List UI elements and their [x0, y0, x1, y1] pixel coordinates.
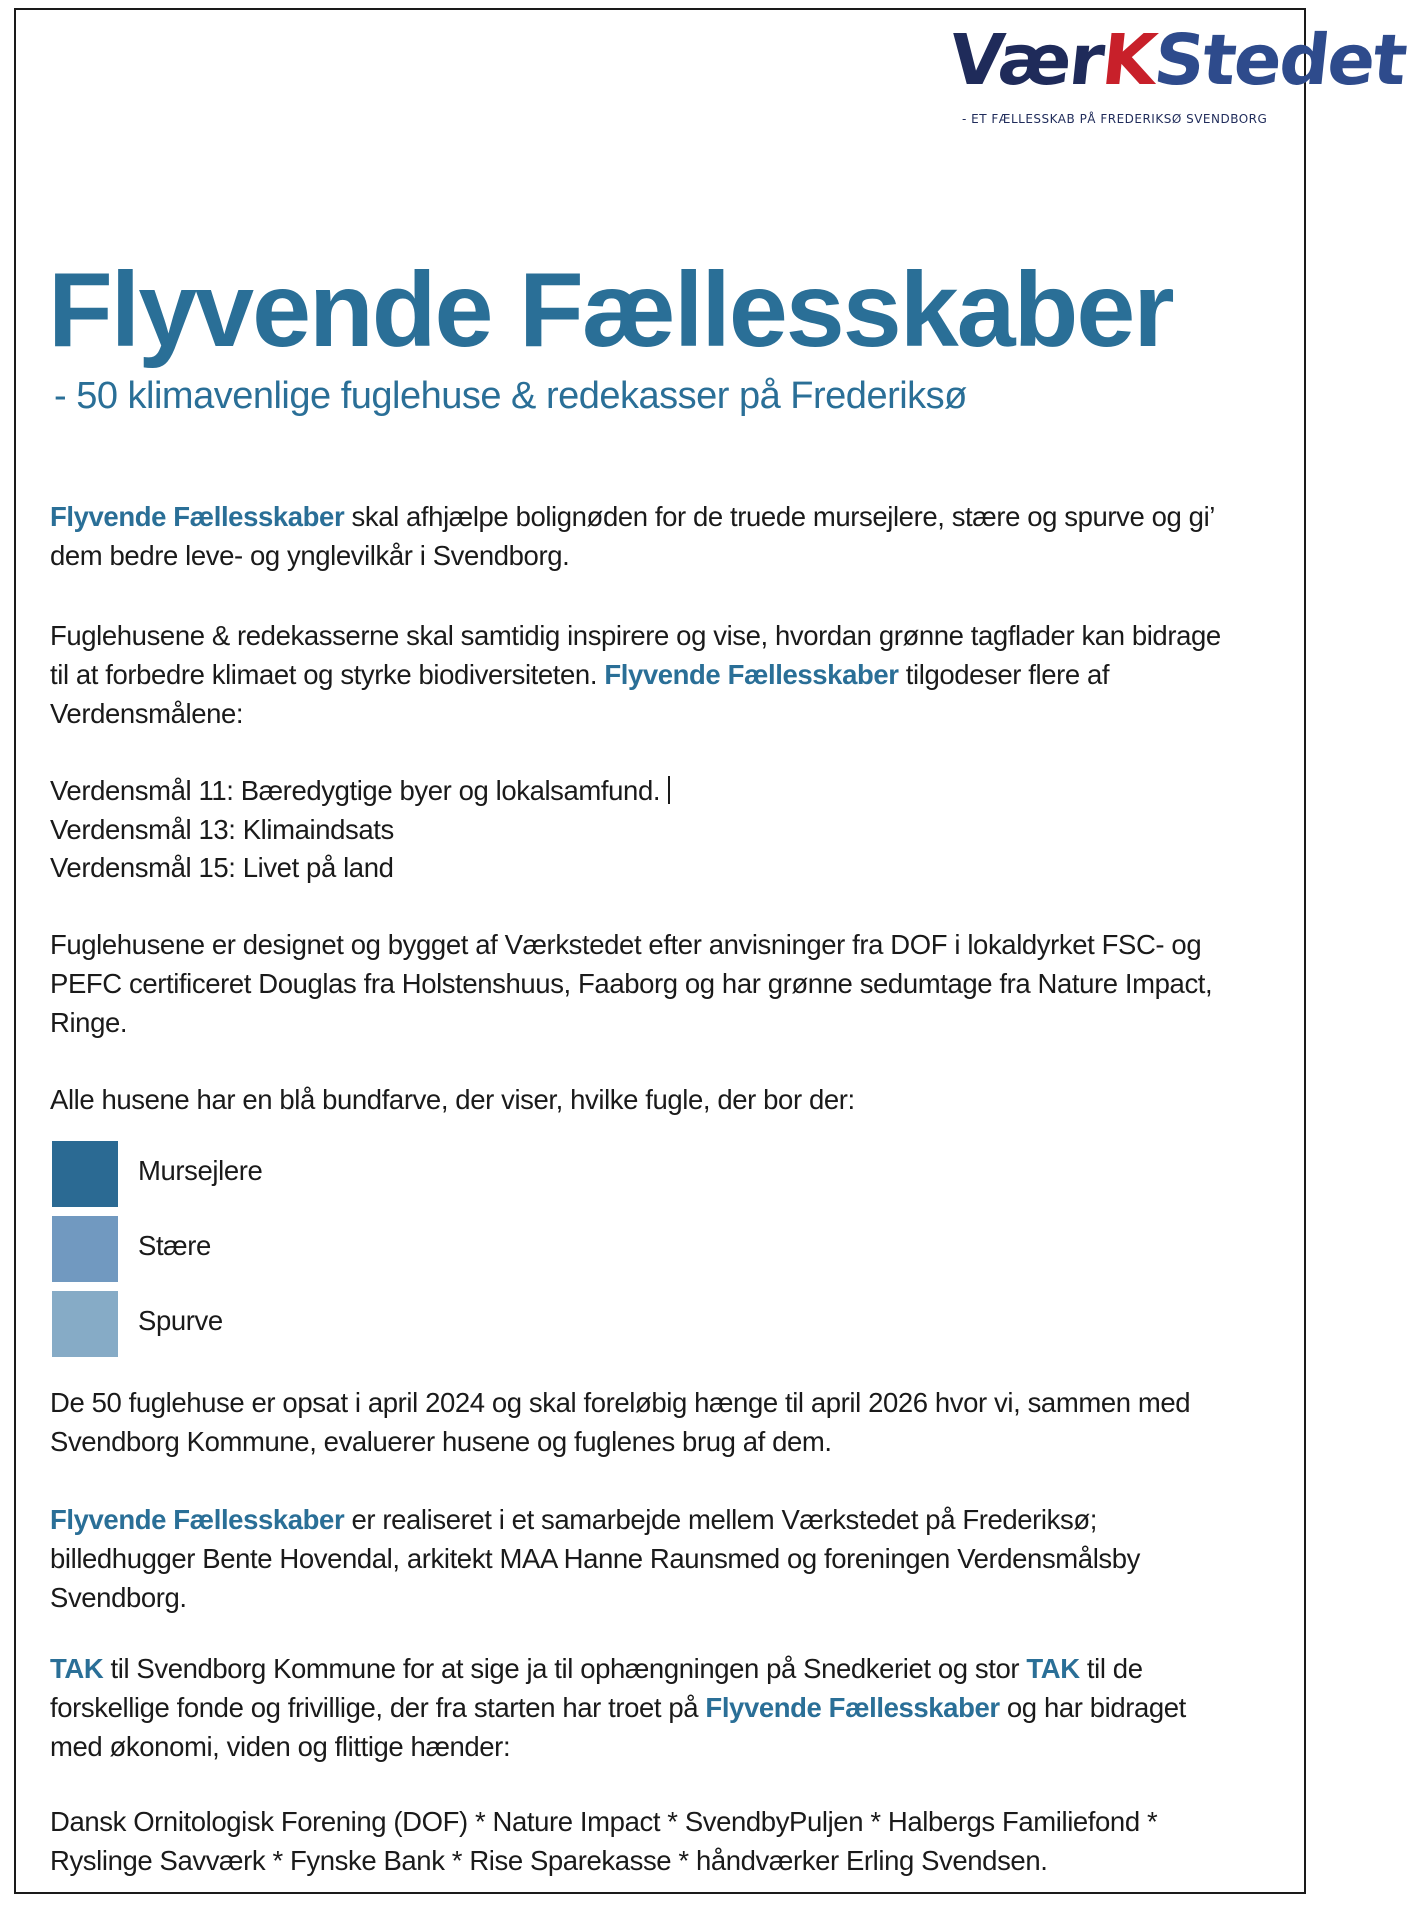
- logo-tagline: - ET FÆLLESSKAB PÅ FREDERIKSØ SVENDBORG: [962, 112, 1268, 126]
- sdg-item: Verdensmål 11: Bæredygtige byer og lokalsamfund.: [50, 772, 670, 811]
- project-name-highlight: Flyvende Fællesskaber: [705, 1692, 1000, 1723]
- sponsors-paragraph: Dansk Ornitologisk Forening (DOF) * Nature Impact * SvendbyPuljen * Halbergs Familiefond * Ryslinge Savværk * Fynske Bank * Rise Sparekasse * håndværker Erling Svendsen.: [50, 1806, 1158, 1876]
- legend-label: Stære: [138, 1230, 211, 1261]
- logo-wordmark: VærKStedet: [945, 19, 1410, 101]
- inspiration-paragraph: Fuglehusene & redekasserne skal samtidig inspirere og vise, hvordan grønne tagflader kan bidrage til at forbedre klimaet og styrke biodiversiteten. Flyvende Fællesskaber tilgodeser flere af Verdensmålene:: [50, 620, 1221, 729]
- page-subtitle: - 50 klimavenlige fuglehuse & redekasser på Frederiksø: [54, 375, 967, 417]
- design-paragraph: Fuglehusene er designet og bygget af Værkstedet efter anvisninger fra DOF i lokaldyrket FSC- og PEFC certificeret Douglas fra Holstenshuus, Faaborg og har grønne sedumtage fra Nature Impact, Ringe.: [50, 929, 1213, 1038]
- partners-paragraph: Flyvende Fællesskaber er realiseret i et samarbejde mellem Værkstedet på Frederiksø; billedhugger Bente Hovendal, arkitekt MAA Hanne Raunsmed og foreningen Verdensmålsby Svendborg.: [50, 1504, 1141, 1613]
- color-swatch: [52, 1141, 118, 1207]
- sdg-item: Verdensmål 13: Klimaindsats: [50, 813, 394, 845]
- color-intro-paragraph: Alle husene har en blå bundfarve, der viser, hvilke fugle, der bor der:: [50, 1084, 855, 1115]
- text-cursor: [668, 776, 670, 804]
- intro-paragraph: Flyvende Fællesskaber skal afhjælpe bolignøden for de truede mursejlere, stære og spurve og gi’ dem bedre leve- og ynglevilkår i Svendborg.: [50, 501, 1214, 571]
- tak-highlight: TAK: [1026, 1653, 1080, 1684]
- color-swatch: [52, 1216, 118, 1282]
- page-title: Flyvende Fællesskaber: [48, 251, 1173, 369]
- sdg-item: Verdensmål 15: Livet på land: [50, 852, 394, 883]
- vaerkstedet-logo: [945, 14, 1410, 132]
- project-name-highlight: Flyvende Fællesskaber: [50, 1504, 345, 1535]
- thanks-paragraph: TAK til Svendborg Kommune for at sige ja til ophængningen på Snedkeriet og stor TAK til de forskellige fonde og frivillige, der fra starten har troet på Flyvende Fællesskaber og har bidraget med økonomi, viden og flittige hænder:: [50, 1653, 1186, 1762]
- color-swatch: [52, 1291, 118, 1357]
- tak-highlight: TAK: [50, 1653, 104, 1684]
- sdg-list: [50, 772, 670, 888]
- timeline-paragraph: De 50 fuglehuse er opsat i april 2024 og skal foreløbig hænge til april 2026 hvor vi, sammen med Svendborg Kommune, evaluerer husene og fuglenes brug af dem.: [50, 1387, 1191, 1457]
- project-name-highlight: Flyvende Fællesskaber: [604, 659, 899, 690]
- legend-label: Spurve: [138, 1305, 223, 1336]
- legend-label: Mursejlere: [138, 1155, 263, 1186]
- project-name-highlight: Flyvende Fællesskaber: [50, 501, 345, 532]
